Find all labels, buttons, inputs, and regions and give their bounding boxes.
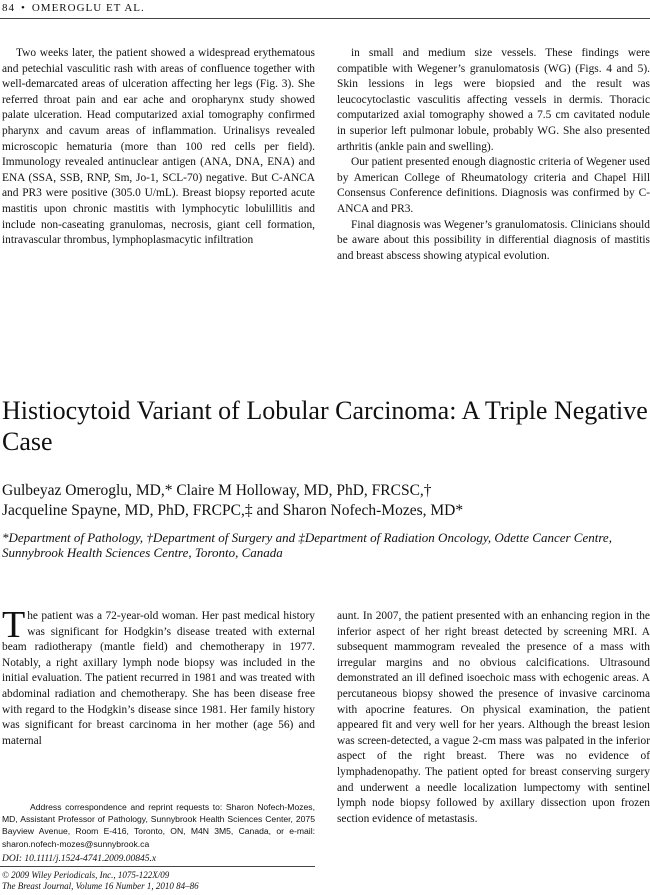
author-list [2, 481, 648, 521]
authors-line: Gulbeyaz Omeroglu, MD,* Claire M Holloway, MD, PhD, FRCSC,† [2, 482, 432, 499]
paragraph: Two weeks later, the patient showed a widespread erythematous and petechial vasculitic rash with areas of confluence together with well-demarcated areas of ulceration affecting her legs (Fig. 3). She referred throat pain and ear ache and oropharynx study showed palate ulceration. Head computarized axial tomography confirmed pharynx and cavum areas of inflammation. Urinalisys revealed microscopic hematuria (more than 100 red cells per field). Immunology revealed antinuclear antigen (ANA, DNA, ENA) and ENA (SSA, SSB, RNP, Sm, Jo-1, SCL-70) negative. But C-ANCA and PR3 were positive (305.0 U/mL). Breast biopsy reported acute mastitis upon chronic mastitis with lymphocytic lobulillitis and include non-caseating granulomas, necrosis, giant cell formation, intravascular thrombus, lymphoplasmacytic infiltration [2, 47, 315, 247]
doi: DOI: 10.1111/j.1524-4741.2009.00845.x [2, 854, 157, 864]
copyright-block [2, 870, 199, 892]
copyright: © 2009 Wiley Periodicals, Inc., 1075-122X/09 [2, 870, 170, 880]
paragraph [2, 604, 315, 749]
article-body-left [2, 604, 315, 749]
correspondence-text: Address correspondence and reprint requests to: Sharon Nofech-Mozes, MD, Assistant Professor of Pathology, Sunnybrook Health Sciences Center, 2075 Bayview Avenue, Room E-416, Toronto, ON, M4N 3M5, Canada, or e-mail: sharon.nofech-mozes@sunnybrook.ca [2, 802, 315, 849]
page-number: 84 [2, 2, 15, 14]
header-bullet: • [21, 2, 26, 14]
previous-article-column-left [2, 46, 315, 249]
paragraph: aunt. In 2007, the patient presented with an enhancing region in the inferior aspect of her right breast detected by screening MRI. A subsequent mammogram revealed the presence of a mass with irregular margins and no obvious calcifications. Ultrasound demonstrated an ill defined isoechoic mass with echogenic areas. A percutaneous biopsy showed the presence of invasive carcinoma with apocrine features. On physical examination, the patient appeared fit and very well for her years. Although the breast lesion was screen-detected, a vague 2-cm mass was palpated in the inferior aspect of the right breast. There was no evidence of lymphadenopathy. The patient opted for breast conserving surgery and underwent a needle localization lumpectomy with sentinel lymph node biopsy followed by axillary dissection upon frozen section evidence of metastasis. [337, 610, 650, 825]
article-body-right [337, 609, 650, 827]
header-rule [0, 18, 650, 19]
article-title: Histiocytoid Variant of Lobular Carcinoma: A Triple Negative Case [2, 396, 648, 456]
drop-cap: T [2, 604, 26, 646]
paragraph: Our patient presented enough diagnostic criteria of Wegener used by American College of Rheumatology criteria and Chapel Hill Consensus Conference definitions. Diagnosis was confirmed by C-ANCA and PR3. [337, 156, 650, 215]
running-title: OMEROGLU ET AL. [31, 2, 145, 14]
running-head [2, 2, 145, 14]
paragraph-text: he patient was a 72-year-old woman. Her past medical history was significant for Hodgkin’s disease treated with external beam radiotherapy (mantle field) and chemotherapy in 1977. Notably, a right axillary lymph node biopsy was included in the initial evaluation. The patient recurred in 1981 and was treated with abdominal radiation and chemotherapy. She has been disease free with regard to the Hodgkin’s disease since 1981. Her family history was significant for breast carcinoma in her mother (age 56) and maternal [2, 610, 315, 747]
footer-rule [0, 866, 315, 867]
previous-article-column-right [337, 46, 650, 264]
journal-citation: The Breast Journal, Volume 16 Number 1, 2010 84–86 [2, 881, 199, 891]
paragraph: Final diagnosis was Wegener’s granulomatosis. Clinicians should be aware about this possibility in differential diagnosis of mastitis and breast abscess showing atypical evolution. [337, 218, 650, 262]
authors-line: Jacqueline Spayne, MD, PhD, FRCPC,‡ and Sharon Nofech-Mozes, MD* [2, 502, 464, 519]
correspondence-note [2, 801, 315, 850]
paragraph: in small and medium size vessels. These findings were compatible with Wegener’s granulomatosis (WG) (Figs. 4 and 5). Skin lessions in legs were biopsied and the result was leucocytoclastic vasculitis affecting vessels in dermis. Thoracic computarized axial tomography showed a 7.5 cm cavitated nodule in superior left pulmonar lobule, probably WG. She also presented arthritis (ankle pain and swelling). [337, 47, 650, 153]
affiliations: *Department of Pathology, †Department of Surgery and ‡Department of Radiation Oncology, Odette Cancer Centre, Sunnybrook Health Sciences Centre, Toronto, Canada [2, 530, 612, 560]
